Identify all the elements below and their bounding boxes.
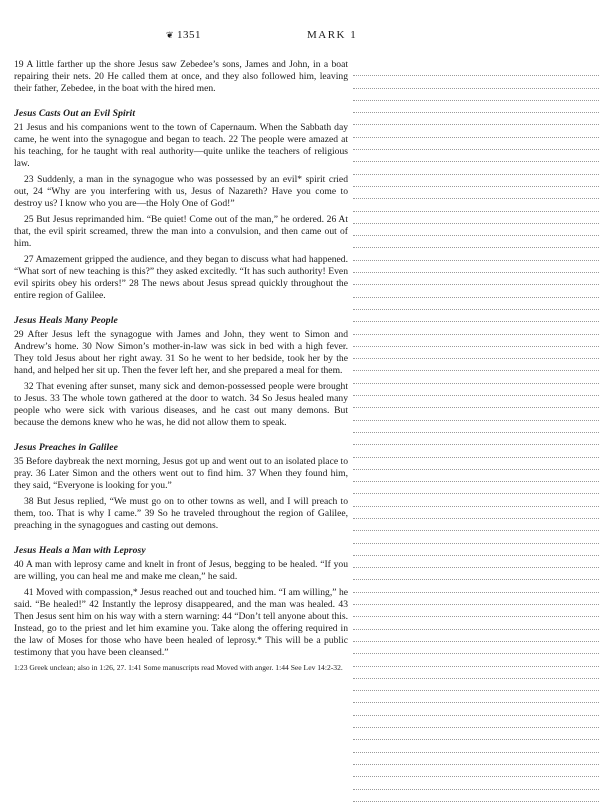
note-line — [353, 224, 599, 236]
note-line — [353, 298, 599, 310]
page-number-text: 1351 — [177, 29, 202, 41]
note-line — [353, 790, 599, 802]
page-number — [166, 29, 201, 41]
note-line — [353, 470, 599, 482]
note-line — [353, 408, 599, 420]
note-line — [353, 642, 599, 654]
note-line — [353, 654, 599, 666]
note-line — [353, 544, 599, 556]
note-line — [353, 593, 599, 605]
note-line — [353, 494, 599, 506]
note-line — [353, 519, 599, 531]
verse-paragraph: 40 A man with leprosy came and knelt in front of Jesus, begging to be healed. “If you are willing, you can heal me and make me clean,” he said. — [14, 559, 348, 582]
section-heading: Jesus Preaches in Galilee — [14, 442, 119, 453]
note-line — [353, 187, 599, 199]
verse-paragraph: 29 After Jesus left the synagogue with James and John, they went to Simon and Andrew’s home. 30 Now Simon’s mother-in-law was sick in bed with a high fever. They told Jesus about her right away. 31 So he went to her bedside, took her by the hand, and helped her sit up. Then the fever left her, and she prepared a meal for them. — [14, 329, 348, 376]
note-line — [353, 777, 599, 789]
note-line — [353, 359, 599, 371]
note-line — [353, 482, 599, 494]
note-line — [353, 310, 599, 322]
verse-paragraph: 27 Amazement gripped the audience, and they began to discuss what had happened. “What sort of new teaching is this?” they asked excitedly. “It has such authority! Even evil spirits obey his orders!” 28 The news about Jesus spread quickly throughout the entire region of Galilee. — [14, 254, 348, 301]
note-line — [353, 531, 599, 543]
note-line — [353, 64, 599, 76]
note-line — [353, 175, 599, 187]
note-line — [353, 445, 599, 457]
note-line — [353, 113, 599, 125]
note-line — [353, 322, 599, 334]
scripture-text-column — [14, 59, 348, 673]
note-line — [353, 458, 599, 470]
note-line — [353, 261, 599, 273]
note-line — [353, 273, 599, 285]
note-line — [353, 679, 599, 691]
note-line — [353, 617, 599, 629]
section-heading: Jesus Casts Out an Evil Spirit — [14, 108, 136, 119]
verse-paragraph: 32 That evening after sunset, many sick and demon-possessed people were brought to Jesus. 33 The whole town gathered at the door to watch. 34 So Jesus healed many people who were sick with various diseases, and he cast out many demons. But because the demons knew who he was, he did not allow them to speak. — [14, 381, 348, 428]
note-line — [353, 371, 599, 383]
note-line — [353, 716, 599, 728]
journaling-lines-column — [353, 64, 599, 802]
note-line — [353, 101, 599, 113]
note-line — [353, 421, 599, 433]
note-line — [353, 248, 599, 260]
section-heading: Jesus Heals Many People — [14, 315, 118, 326]
note-line — [353, 507, 599, 519]
note-line — [353, 568, 599, 580]
note-line — [353, 89, 599, 101]
note-line — [353, 433, 599, 445]
verse-paragraph: 19 A little farther up the shore Jesus saw Zebedee’s sons, James and John, in a boat repairing their nets. 20 He called them at once, and they also followed him, leaving their father, Zebedee, in the boat with the hired men. — [14, 59, 348, 94]
verse-paragraph: 41 Moved with compassion,* Jesus reached out and touched him. “I am willing,” he said. “Be healed!” 42 Instantly the leprosy disappeared, and the man was healed. 43 Then Jesus sent him on his way with a stern warning: 44 “Don’t tell anyone about this. Instead, go to the priest and let him examine you. Take along the offering required in the law of Moses for those who have been healed of leprosy.* This will be a public testimony that you have been cleansed.” — [14, 587, 348, 658]
note-line — [353, 728, 599, 740]
note-line — [353, 580, 599, 592]
book-chapter-title: MARK 1 — [307, 29, 358, 41]
note-line — [353, 138, 599, 150]
footnotes: 1:23 Greek unclean; also in 1:26, 27. 1:41 Some manuscripts read Moved with anger. 1:44 See Lev 14:2-32. — [14, 663, 343, 672]
note-line — [353, 199, 599, 211]
note-line — [353, 667, 599, 679]
note-line — [353, 162, 599, 174]
note-line — [353, 212, 599, 224]
verse-paragraph: 25 But Jesus reprimanded him. “Be quiet! Come out of the man,” he ordered. 26 At that, the evil spirit screamed, threw the man into a convulsion, and then came out of him. — [14, 214, 348, 249]
note-line — [353, 753, 599, 765]
note-line — [353, 76, 599, 88]
note-line — [353, 630, 599, 642]
note-line — [353, 691, 599, 703]
note-line — [353, 150, 599, 162]
note-line — [353, 384, 599, 396]
flame-icon: ❦ — [166, 30, 175, 40]
note-line — [353, 236, 599, 248]
verse-paragraph: 35 Before daybreak the next morning, Jesus got up and went out to an isolated place to pray. 36 Later Simon and the others went out to find him. 37 When they found him, they said, “Everyone is looking for you.” — [14, 456, 348, 491]
verse-paragraph: 23 Suddenly, a man in the synagogue who was possessed by an evil* spirit cried out, 24 “Why are you interfering with us, Jesus of Nazareth? Have you come to destroy us? I know who you are—the Holy One of God!” — [14, 174, 348, 209]
note-line — [353, 556, 599, 568]
verse-paragraph: 21 Jesus and his companions went to the town of Capernaum. When the Sabbath day came, he went into the synagogue and began to teach. 22 The people were amazed at his teaching, for he taught with real authority—quite unlike the teachers of religious law. — [14, 122, 348, 169]
note-line — [353, 765, 599, 777]
section-heading: Jesus Heals a Man with Leprosy — [14, 545, 146, 556]
note-line — [353, 347, 599, 359]
verse-paragraph: 38 But Jesus replied, “We must go on to other towns as well, and I will preach to them, too. That is why I came.” 39 So he traveled throughout the region of Galilee, preaching in the synagogues and casting out demons. — [14, 496, 348, 531]
note-line — [353, 335, 599, 347]
note-line — [353, 125, 599, 137]
note-line — [353, 396, 599, 408]
note-line — [353, 703, 599, 715]
note-line — [353, 740, 599, 752]
note-line — [353, 285, 599, 297]
note-line — [353, 605, 599, 617]
